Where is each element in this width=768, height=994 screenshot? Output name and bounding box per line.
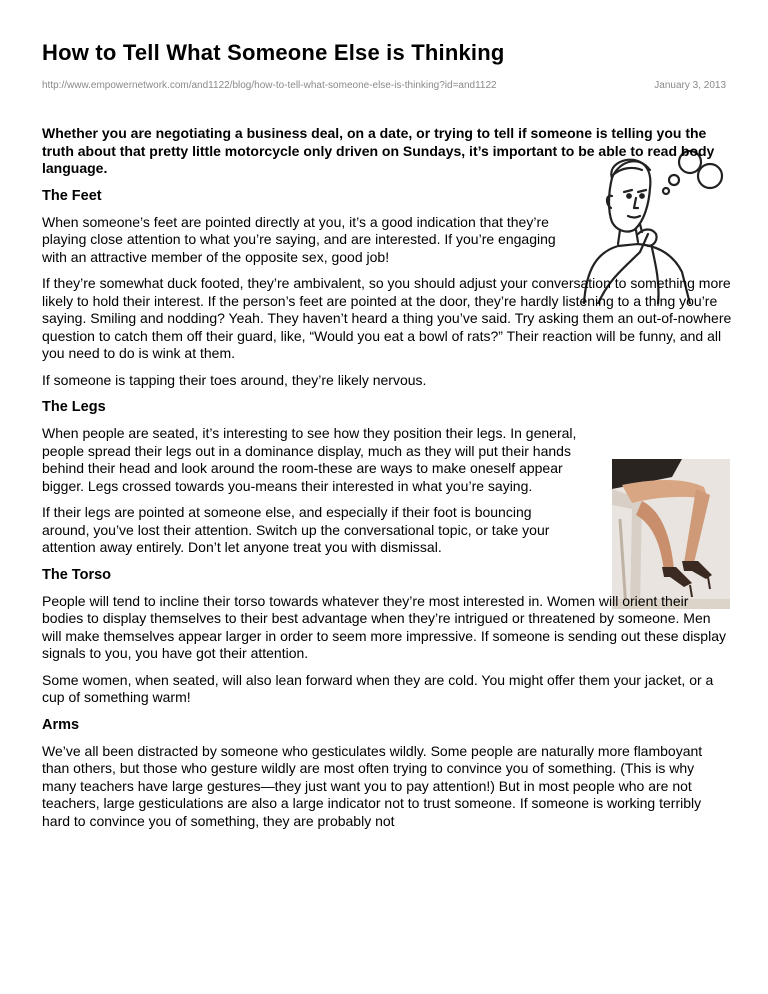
legs-paragraph-1: When people are seated, it’s interesting to see how they position their legs. In general, people spread their legs out in a dominance display, much as they will put their hands behind their head and look around the room-these are ways to make oneself appear bigger. Legs crossed towards you-means their interested in what you’re saying. (42, 425, 577, 494)
torso-paragraph-2: Some women, when seated, will also lean forward when they are cold. You might offer them your jacket, or a cup of something warm! (42, 671, 714, 705)
arms-paragraph-1: We’ve all been distracted by someone who gesticulates wildly. Some people are naturally more flamboyant than others, but those who gesture wildly are most often trying to convince you of something. (This is why many teachers have large gestures—they just want you to pay attention!) But in most people who are not teachers, large gesticulations are also a large indicator not to trust someone. If someone is working terribly hard to convince you of something, they are probably not (42, 742, 703, 829)
legs-paragraph-2: If their legs are pointed at someone else, and especially if their foot is bouncing around, you’ve lost their attention. Switch up the conversational topic, or take your attention away entirely. Don’t let anyone treat you with dismissal. (42, 504, 550, 555)
feet-paragraph-1: When someone’s feet are pointed directly at you, it’s a good indication that they’re playing close attention to what you’re saying, and are interested. If you’re engaging with an attractive member of the opposite sex, good job! (42, 213, 556, 265)
heading-torso: The Torso (42, 566, 112, 583)
post-date: January 3, 2013 (654, 80, 726, 91)
source-url[interactable]: http://www.empowernetwork.com/and1122/blog/how-to-tell-what-someone-else-is-thinking?id=and1122 (42, 80, 497, 91)
torso-paragraph-1: People will tend to incline their torso towards whatever they’re most interested in. Women will orient their bodies to display themselves to their best advantage when they’re intrigued or threatened by someone. Men will make themselves appear larger in order to seem more impressive. If someone is sending out these display signals to you, you have got their attention. (42, 592, 726, 661)
page-title: How to Tell What Someone Else is Thinking (42, 40, 505, 65)
article-body (42, 125, 732, 839)
feet-paragraph-2: If they’re somewhat duck footed, they’re ambivalent, so you should adjust your conversation to something more likely to hold their interest. If the person’s feet are pointed at the door, they’re hardly listening to a thing you’re saying. Smiling and nodding? Yeah. They haven’t heard a thing you’ve said. Try asking them an out-of-nowhere question to catch them off their guard, like, “Would you eat a bowl of rats?” Their reaction will be funny, and all you need to do is wink at them. (42, 275, 732, 361)
feet-paragraph-3: If someone is tapping their toes around, they’re likely nervous. (42, 371, 427, 388)
heading-feet: The Feet (42, 187, 102, 204)
intro-paragraph: Whether you are negotiating a business deal, on a date, or trying to tell if someone is telling you the truth about that pretty little motorcycle only driven on Sundays, it’s important to be able to read body language. (42, 125, 715, 176)
heading-legs: The Legs (42, 399, 106, 415)
heading-arms: Arms (42, 716, 80, 733)
